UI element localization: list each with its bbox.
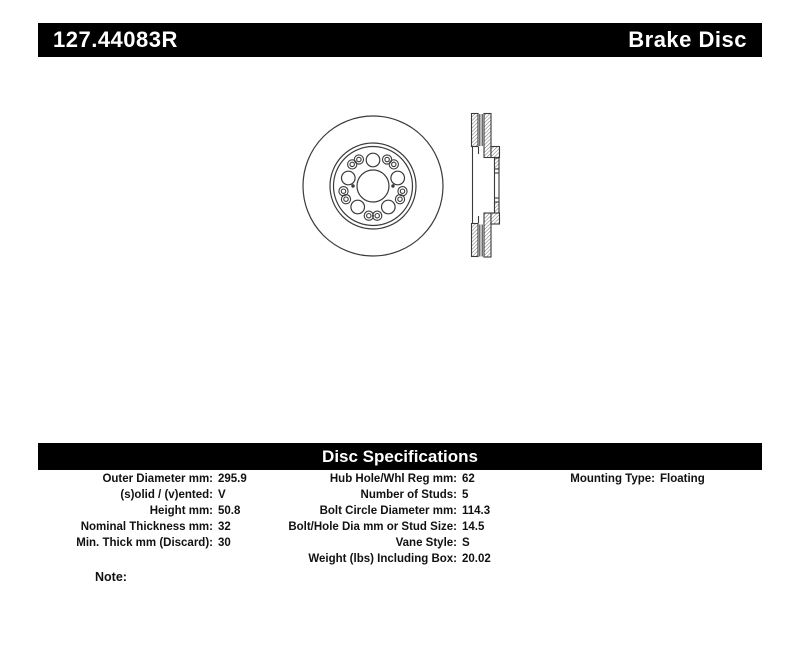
spec-row-vane-style	[285, 535, 550, 551]
spec-column-left	[40, 471, 290, 551]
spec-label: Mounting Type:	[570, 473, 655, 485]
spec-label: Min. Thick mm (Discard):	[76, 537, 213, 549]
stud-hole	[382, 200, 396, 214]
spec-label: Nominal Thickness mm:	[80, 521, 213, 533]
bottom-inboard-plate	[484, 213, 491, 257]
spec-row-bolt-circle-diameter	[285, 503, 550, 519]
spec-value: 114.3	[462, 505, 491, 517]
spec-section-bar	[38, 443, 762, 470]
stud-hole	[366, 153, 380, 167]
spec-value: Floating	[660, 473, 705, 485]
spec-row-nominal-thickness	[40, 519, 290, 535]
product-type-title: Brake Disc	[628, 27, 747, 52]
spec-row-min-thick	[40, 535, 290, 551]
spec-value: 5	[462, 489, 469, 501]
note-label: Note:	[95, 570, 127, 584]
center-bore	[357, 170, 389, 202]
flange-section-lower	[495, 202, 500, 213]
spec-label: Outer Diameter mm:	[102, 473, 213, 485]
spec-value: V	[218, 489, 226, 501]
spec-value: 295.9	[218, 473, 247, 485]
spec-value: 32	[218, 521, 231, 533]
spec-value: 50.8	[218, 505, 241, 517]
stud-hole	[391, 171, 405, 185]
index-dot	[351, 184, 354, 187]
spec-value: 14.5	[462, 521, 485, 533]
stud-hole	[342, 171, 356, 185]
header-bar	[38, 23, 762, 57]
spec-row-height	[40, 503, 290, 519]
spec-row-outer-diameter	[40, 471, 290, 487]
part-number: 127.44083R	[53, 27, 178, 52]
spec-section-title: Disc Specifications	[322, 446, 478, 466]
spec-row-mounting-type	[560, 471, 770, 487]
drill-holes	[339, 155, 407, 220]
spec-label: Height mm:	[149, 505, 213, 517]
spec-row-solid-vented	[40, 487, 290, 503]
spec-value: S	[462, 537, 470, 549]
spec-column-right	[560, 471, 770, 487]
spec-label: Bolt/Hole Dia mm or Stud Size:	[288, 521, 457, 533]
spec-value: 20.02	[462, 553, 491, 565]
spec-column-middle	[285, 471, 550, 567]
spec-row-bolt-hole-dia	[285, 519, 550, 535]
spec-value: 62	[462, 473, 475, 485]
spec-label: (s)olid / (v)ented:	[120, 489, 213, 501]
spec-label: Hub Hole/Whl Reg mm:	[329, 473, 457, 485]
top-outboard-plate	[472, 114, 479, 147]
brake-disc-diagram	[290, 100, 510, 270]
stud-hole	[351, 200, 365, 214]
bottom-outboard-plate	[472, 224, 479, 257]
spec-row-weight	[285, 551, 550, 567]
spec-row-hub-hole	[285, 471, 550, 487]
top-inboard-plate	[484, 114, 491, 158]
spec-row-number-of-studs	[285, 487, 550, 503]
spec-label: Vane Style:	[395, 537, 457, 549]
spec-label: Bolt Circle Diameter mm:	[319, 505, 457, 517]
flange-section-upper	[495, 158, 500, 169]
technical-drawing	[290, 100, 510, 270]
index-dot	[391, 184, 394, 187]
spec-value: 30	[218, 537, 231, 549]
bottom-step	[491, 213, 500, 224]
brake-disc-front-view	[303, 116, 443, 256]
outer-diameter-circle	[303, 116, 443, 256]
spec-label: Number of Studs:	[360, 489, 457, 501]
top-step	[491, 147, 500, 158]
spec-label: Weight (lbs) Including Box:	[308, 553, 457, 565]
brake-disc-cross-section	[472, 114, 500, 258]
